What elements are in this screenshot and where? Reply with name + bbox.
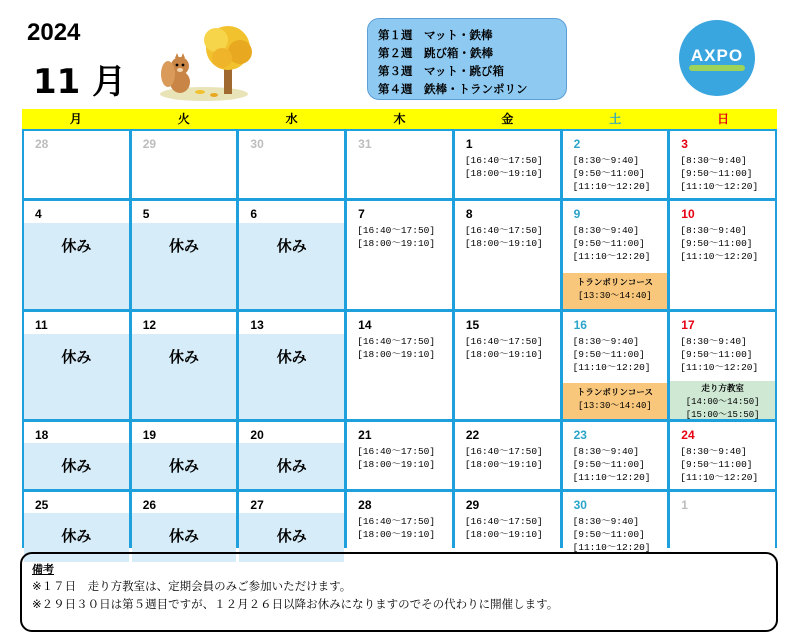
day-cell xyxy=(563,201,668,309)
day-cell xyxy=(132,201,237,309)
week-theme-2: 第２週 跳び箱・鉄棒 xyxy=(378,46,493,60)
axpo-logo xyxy=(679,20,755,96)
day-number: 18 xyxy=(35,428,49,442)
weekday-thu: 木 xyxy=(393,112,406,126)
special-event xyxy=(563,383,668,419)
day-cell xyxy=(455,131,560,198)
day-number: 2 xyxy=(573,137,581,151)
day-cell xyxy=(132,422,237,489)
rest-label: 休み xyxy=(61,237,92,255)
class-times xyxy=(357,335,435,361)
rest-label: 休み xyxy=(276,457,307,475)
day-number: 6 xyxy=(250,207,258,221)
day-number: 30 xyxy=(250,137,264,151)
time-slot: [18:00～19:10] xyxy=(357,529,436,540)
day-number: 22 xyxy=(465,428,480,442)
event-time: [13:30～14:40] xyxy=(578,291,652,301)
class-times xyxy=(357,515,435,541)
day-number: 31 xyxy=(358,137,372,151)
time-slot: [18:00～19:10] xyxy=(464,238,543,249)
time-slot: [11:10～12:20] xyxy=(572,472,651,483)
day-number: 4 xyxy=(35,207,42,221)
rest-label: 休み xyxy=(61,527,92,545)
event-time: [15:00～15:50] xyxy=(685,410,760,419)
class-times xyxy=(680,335,758,374)
weekday-fri: 金 xyxy=(501,112,514,126)
day-number: 10 xyxy=(681,207,695,221)
time-slot: [18:00～19:10] xyxy=(357,349,436,360)
day-number: 19 xyxy=(142,428,157,442)
class-times xyxy=(357,224,435,250)
day-number: 13 xyxy=(250,318,264,332)
notes-line-1: ※１７日 走り方教室は、定期会員のみご参加いただけます。 xyxy=(32,579,352,593)
rest-label: 休み xyxy=(169,527,200,545)
event-time: [13:30～14:40] xyxy=(578,401,652,411)
time-slot: [18:00～19:10] xyxy=(464,529,543,540)
time-slot: [16:40～17:50] xyxy=(357,516,436,527)
day-cell xyxy=(24,422,129,489)
time-slot: [8:30～9:40] xyxy=(572,155,640,166)
weekday-mon: 月 xyxy=(69,112,82,126)
day-number: 29 xyxy=(465,498,480,512)
rest-label: 休み xyxy=(169,237,200,255)
day-number: 27 xyxy=(250,498,264,512)
year-label: 2024 xyxy=(27,19,81,46)
time-slot: [16:40～17:50] xyxy=(464,155,543,166)
day-cell xyxy=(132,312,237,419)
class-times xyxy=(357,445,435,471)
day-number: 3 xyxy=(681,137,688,151)
day-cell xyxy=(563,131,668,198)
time-slot: [16:40～17:50] xyxy=(357,446,436,457)
day-cell xyxy=(347,422,452,489)
time-slot: [18:00～19:10] xyxy=(357,459,436,470)
day-number: 16 xyxy=(573,318,587,332)
class-times xyxy=(465,445,543,471)
day-cell xyxy=(455,422,560,489)
time-slot: [11:10～12:20] xyxy=(572,251,651,262)
notes-box xyxy=(20,552,778,632)
time-slot: [8:30～9:40] xyxy=(680,225,747,236)
time-slot: [9:50～11:00] xyxy=(572,238,645,249)
time-slot: [11:10～12:20] xyxy=(680,472,759,483)
day-number: 28 xyxy=(358,498,372,512)
day-number: 7 xyxy=(358,207,365,221)
day-number: 12 xyxy=(142,318,157,332)
rest-label: 休み xyxy=(61,457,92,475)
time-slot: [18:00～19:10] xyxy=(464,349,543,360)
logo-swoosh xyxy=(689,65,745,71)
time-slot: [9:50～11:00] xyxy=(572,349,645,360)
day-cell xyxy=(563,422,668,489)
day-cell xyxy=(455,201,560,309)
rest-label: 休み xyxy=(276,527,307,545)
time-slot: [16:40～17:50] xyxy=(464,516,543,527)
time-slot: [16:40～17:50] xyxy=(464,225,543,236)
time-slot: [9:50～11:00] xyxy=(572,459,645,470)
day-cell xyxy=(563,312,668,419)
day-number: 1 xyxy=(681,498,688,512)
rest-day-block xyxy=(132,443,237,489)
calendar-grid xyxy=(22,129,777,553)
class-times xyxy=(680,445,758,484)
day-cell xyxy=(347,131,452,198)
week-theme-4: 第４週 鉄棒・トランポリン xyxy=(378,82,528,96)
time-slot: [8:30～9:40] xyxy=(572,336,640,347)
day-cell xyxy=(239,422,344,489)
event-name: 走り方教室 xyxy=(701,384,744,394)
day-number: 8 xyxy=(465,207,473,221)
class-times xyxy=(573,445,651,484)
week-theme-3: 第３週 マット・跳び箱 xyxy=(378,64,505,78)
rest-day-block xyxy=(24,443,129,489)
day-cell xyxy=(24,312,129,419)
rest-day-block xyxy=(132,334,237,419)
day-cell xyxy=(132,131,237,198)
day-cell xyxy=(670,131,775,198)
time-slot: [8:30～9:40] xyxy=(680,446,747,457)
day-number: 14 xyxy=(358,318,372,332)
day-number: 29 xyxy=(142,137,157,151)
event-name: トランポリンコース xyxy=(576,388,653,398)
rest-day-block xyxy=(24,223,129,309)
class-times xyxy=(573,515,651,554)
weekday-sun: 日 xyxy=(717,112,730,126)
time-slot: [9:50～11:00] xyxy=(680,238,753,249)
day-number: 5 xyxy=(142,207,150,221)
day-number: 25 xyxy=(35,498,49,512)
time-slot: [8:30～9:40] xyxy=(680,336,747,347)
class-times xyxy=(465,224,543,250)
notes-title: 備考 xyxy=(32,563,54,576)
time-slot: [11:10～12:20] xyxy=(572,542,651,553)
rest-label: 休み xyxy=(61,348,92,366)
class-times xyxy=(465,154,543,180)
class-times xyxy=(573,335,651,374)
day-number: 21 xyxy=(358,428,372,442)
day-cell xyxy=(347,201,452,309)
day-cell xyxy=(239,312,344,419)
time-slot: [8:30～9:40] xyxy=(572,446,640,457)
day-number: 23 xyxy=(573,428,587,442)
time-slot: [11:10～12:20] xyxy=(572,362,651,373)
day-number: 24 xyxy=(681,428,695,442)
weekday-wed: 水 xyxy=(285,112,298,126)
day-cell xyxy=(24,131,129,198)
day-number: 28 xyxy=(35,137,49,151)
time-slot: [18:00～19:10] xyxy=(357,238,436,249)
event-time: [14:00～14:50] xyxy=(685,397,760,407)
time-slot: [9:50～11:00] xyxy=(680,349,753,360)
day-cell xyxy=(670,201,775,309)
day-number: 9 xyxy=(573,207,581,221)
day-number: 1 xyxy=(465,137,473,151)
day-cell xyxy=(670,312,775,419)
rest-day-block xyxy=(24,334,129,419)
time-slot: [16:40～17:50] xyxy=(464,446,543,457)
weekday-sat: 土 xyxy=(609,112,622,126)
logo-text: AXPO xyxy=(690,46,744,65)
day-number: 20 xyxy=(250,428,264,442)
rest-label: 休み xyxy=(276,348,307,366)
weekly-theme-box xyxy=(367,18,567,100)
rest-day-block xyxy=(239,334,344,419)
day-number: 26 xyxy=(142,498,157,512)
day-number: 15 xyxy=(465,318,480,332)
class-times xyxy=(573,224,651,263)
rest-day-block xyxy=(132,223,237,309)
day-cell xyxy=(347,312,452,419)
event-name: トランポリンコース xyxy=(576,278,653,288)
class-times xyxy=(465,515,543,541)
class-times xyxy=(465,335,543,361)
class-times xyxy=(680,224,758,263)
day-cell xyxy=(239,201,344,309)
day-cell xyxy=(24,201,129,309)
time-slot: [16:40～17:50] xyxy=(357,225,436,236)
rest-label: 休み xyxy=(169,457,200,475)
day-cell xyxy=(670,422,775,489)
time-slot: [18:00～19:10] xyxy=(464,459,543,470)
time-slot: [8:30～9:40] xyxy=(680,155,747,166)
class-times xyxy=(573,154,651,193)
time-slot: [9:50～11:00] xyxy=(572,529,645,540)
day-cell xyxy=(455,312,560,419)
weekday-header xyxy=(22,109,777,129)
time-slot: [18:00～19:10] xyxy=(464,168,543,179)
time-slot: [9:50～11:00] xyxy=(680,459,753,470)
time-slot: [11:10～12:20] xyxy=(680,181,759,192)
day-cell xyxy=(239,131,344,198)
time-slot: [8:30～9:40] xyxy=(572,516,640,527)
day-number: 11 xyxy=(35,318,48,332)
time-slot: [11:10～12:20] xyxy=(680,251,759,262)
time-slot: [9:50～11:00] xyxy=(572,168,645,179)
class-times xyxy=(680,154,758,193)
time-slot: [16:40～17:50] xyxy=(464,336,543,347)
week-theme-1: 第１週 マット・鉄棒 xyxy=(378,28,493,42)
special-event xyxy=(563,273,668,309)
time-slot: [8:30～9:40] xyxy=(572,225,640,236)
month-label: 11 月 xyxy=(33,62,127,102)
rest-label: 休み xyxy=(276,237,307,255)
rest-day-block xyxy=(239,443,344,489)
rest-day-block xyxy=(239,223,344,309)
day-number: 17 xyxy=(681,318,695,332)
time-slot: [11:10～12:20] xyxy=(572,181,651,192)
day-number: 30 xyxy=(573,498,587,512)
special-event xyxy=(670,381,775,419)
time-slot: [16:40～17:50] xyxy=(357,336,436,347)
weekday-tue: 火 xyxy=(177,112,190,126)
rest-label: 休み xyxy=(169,348,200,366)
time-slot: [11:10～12:20] xyxy=(680,362,759,373)
time-slot: [9:50～11:00] xyxy=(680,168,753,179)
notes-line-2: ※２９日３０日は第５週目ですが、１２月２６日以降お休みになりますのでその代わりに開催します。 xyxy=(32,597,559,611)
squirrel-tree-illustration xyxy=(156,22,252,102)
